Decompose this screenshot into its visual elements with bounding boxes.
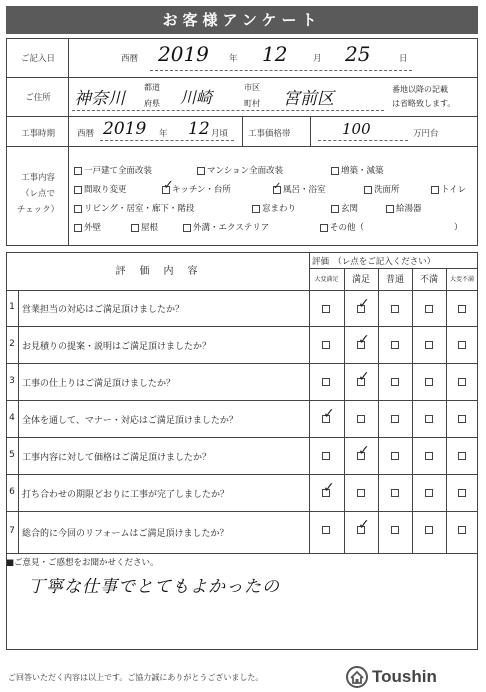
option-11[interactable]: 玄関: [331, 202, 358, 214]
option-9[interactable]: リビング・居室・廊下・階段: [74, 202, 194, 214]
row-divider: [6, 511, 478, 512]
rating-checkbox[interactable]: [322, 378, 330, 386]
rating-checkbox[interactable]: [425, 489, 433, 497]
option-15[interactable]: 外溝・エクステリア: [183, 221, 269, 233]
question-number: 7: [9, 526, 15, 536]
comments-label: ■ご意見・ご感想をお聞かせください。: [6, 558, 159, 568]
rating-checkbox[interactable]: [425, 378, 433, 386]
rating-checkbox[interactable]: [458, 305, 466, 313]
question-number: 1: [9, 302, 15, 312]
comments-text[interactable]: 丁寧な仕事でとてもよかったの: [28, 577, 280, 597]
rating-checkbox[interactable]: [458, 526, 466, 534]
scale-very-dissatisfied: 大変不満: [449, 276, 474, 283]
question-text: 全体を通して、マナー・対応はご満足頂けましたか？: [22, 416, 238, 426]
checkbox[interactable]: [431, 186, 439, 194]
check-mark-icon: ✓: [358, 331, 370, 348]
toushin-logo-icon: [346, 666, 368, 688]
price-line: [318, 140, 408, 141]
option-12[interactable]: 給湯器: [386, 202, 422, 214]
checkbox[interactable]: [74, 186, 82, 194]
rating-checkbox[interactable]: [391, 489, 399, 497]
checkbox[interactable]: [197, 167, 205, 175]
rating-checkbox[interactable]: [425, 341, 433, 349]
rating-checkbox[interactable]: [357, 489, 365, 497]
rating-checkbox[interactable]: [425, 452, 433, 460]
work-period-line: [100, 140, 234, 141]
price-divider: [242, 116, 243, 146]
checkbox[interactable]: [74, 167, 82, 175]
check-mark-icon: ✓: [358, 516, 370, 533]
checkbox[interactable]: [131, 224, 139, 232]
option-8[interactable]: トイレ: [431, 183, 466, 195]
comments-box: [6, 554, 478, 650]
row-divider: [6, 77, 478, 78]
option-16[interactable]: その他（: [320, 221, 364, 233]
rating-checkbox[interactable]: [322, 305, 330, 313]
rating-checkbox[interactable]: [458, 489, 466, 497]
rating-checkbox[interactable]: [391, 452, 399, 460]
option-3[interactable]: 増築・減築: [331, 164, 384, 176]
option-6[interactable]: ✓ 風呂・浴室: [273, 180, 326, 195]
fill-date-year-unit: 年: [229, 54, 238, 64]
option-4[interactable]: 間取り変更: [74, 183, 127, 195]
address-note-2: は省略致します。: [392, 99, 456, 108]
work-content-label-1: 工事内容: [20, 173, 55, 183]
question-number: 4: [9, 413, 15, 423]
address-ward[interactable]: 宮前区: [283, 89, 334, 109]
evaluation-table: [6, 252, 478, 554]
fill-date-day[interactable]: 25: [345, 42, 371, 66]
rating-checkbox[interactable]: [425, 305, 433, 313]
rating-checkbox[interactable]: [322, 526, 330, 534]
number-col-line: [18, 290, 19, 554]
rating-checkbox[interactable]: [391, 305, 399, 313]
question-number: 6: [9, 487, 15, 497]
question-number: 2: [9, 339, 15, 349]
check-mark-icon: ✓: [323, 405, 335, 422]
option-10[interactable]: 窓まわり: [252, 202, 296, 214]
checkbox[interactable]: [331, 205, 339, 213]
address-city[interactable]: 川崎: [180, 88, 213, 107]
check-mark-icon: ✓: [323, 479, 335, 496]
city-suffix-bottom: 町村: [244, 99, 260, 108]
scale-very-satisfied: 大変満足: [314, 276, 339, 283]
work-period-month[interactable]: 12: [188, 119, 210, 139]
address-line: [72, 110, 384, 111]
price-divider: [310, 116, 311, 146]
question-text: 営業担当の対応はご満足頂けましたか？: [22, 305, 185, 315]
price-value[interactable]: 100: [342, 120, 371, 138]
checkbox[interactable]: [364, 186, 372, 194]
rating-checkbox[interactable]: [357, 415, 365, 423]
checkbox[interactable]: [320, 224, 328, 232]
fill-date-day-unit: 日: [399, 54, 408, 64]
row-divider: [6, 474, 478, 475]
work-period-label: 工事時期: [20, 129, 55, 139]
fill-date-era: 西暦: [121, 54, 139, 64]
question-text: 打ち合わせの期限どおりに工事が完了しましたか？: [22, 490, 230, 500]
rating-checkbox[interactable]: [458, 378, 466, 386]
fill-date-year[interactable]: 2019: [158, 42, 209, 66]
rating-checkbox[interactable]: [425, 415, 433, 423]
brand-name: Toushin: [372, 667, 437, 686]
check-mark-icon: ✓: [358, 295, 370, 312]
question-text: 総合的に今回のリフォームはご満足頂けましたか？: [22, 529, 229, 539]
fill-date-month-unit: 月: [313, 54, 322, 64]
checkbox[interactable]: [74, 205, 82, 213]
question-text: 工事の仕上りはご満足頂けましたか？: [22, 379, 176, 389]
eval-content-header: 評 価 内 容: [115, 266, 200, 277]
price-label: 工事価格帯: [248, 129, 291, 139]
fill-date-label: ご記入日: [20, 54, 55, 64]
row-divider: [6, 326, 478, 327]
fill-date-month[interactable]: 12: [262, 42, 288, 66]
scale-neutral: 普通: [385, 275, 404, 285]
rating-checkbox[interactable]: [391, 415, 399, 423]
question-number: 5: [9, 450, 15, 460]
row-divider: [6, 363, 478, 364]
rating-checkbox[interactable]: [322, 341, 330, 349]
option-2[interactable]: マンション全面改装: [197, 164, 283, 176]
rating-checkbox[interactable]: [391, 526, 399, 534]
pref-suffix-top: 都道: [144, 83, 160, 92]
pref-suffix-bottom: 府県: [144, 99, 160, 108]
checkbox[interactable]: [331, 167, 339, 175]
rating-checkbox[interactable]: [322, 452, 330, 460]
option-5[interactable]: ✓ キッチン・台所: [163, 177, 231, 195]
rating-checkbox[interactable]: [425, 526, 433, 534]
rating-checkbox[interactable]: [391, 378, 399, 386]
option-14[interactable]: 屋根: [131, 221, 158, 233]
work-content-label-3: チェック）: [16, 205, 60, 215]
work-content-label-2: （レ点で: [20, 189, 55, 199]
work-period-year[interactable]: 2019: [103, 119, 147, 139]
option-1[interactable]: 一戸建て全面改装: [74, 164, 152, 176]
rating-checkbox[interactable]: [458, 341, 466, 349]
check-mark-icon: ✓: [358, 368, 370, 385]
checkbox[interactable]: [74, 224, 82, 232]
address-prefecture[interactable]: 神奈川: [74, 89, 125, 109]
rating-checkbox[interactable]: [458, 452, 466, 460]
row-divider: [6, 146, 478, 147]
eval-divider: [309, 252, 310, 554]
checkbox-checked[interactable]: ✓: [163, 177, 174, 193]
address-label: ご住所: [25, 93, 51, 103]
row-divider: [6, 400, 478, 401]
work-content-label: [10, 170, 66, 218]
work-period-era: 西暦: [77, 129, 95, 139]
other-close: ）: [454, 223, 463, 233]
question-text: お見積りの提案・説明はご満足頂けましたか？: [22, 342, 212, 352]
option-7[interactable]: 洗面所: [364, 183, 400, 195]
eval-rating-header: 評価 （レ点をご記入ください）: [312, 257, 436, 267]
checkbox[interactable]: [386, 205, 394, 213]
scale-dissatisfied: 不満: [419, 275, 438, 285]
row-divider: [6, 437, 478, 438]
work-period-year-unit: 年: [159, 129, 168, 139]
price-unit: 万円台: [413, 129, 439, 139]
row-divider: [6, 290, 478, 291]
check-mark-icon: ✓: [358, 442, 370, 459]
scale-satisfied: 満足: [351, 275, 370, 285]
address-note-1: 番地以降の記載: [392, 85, 448, 94]
option-13[interactable]: 外壁: [74, 221, 101, 233]
footer-note: ご回答いただく内容は以上です。ご協力誠にありがとうございました。: [8, 673, 264, 682]
city-suffix-top: 市区: [244, 83, 260, 92]
checkbox[interactable]: [183, 224, 191, 232]
question-number: 3: [9, 376, 15, 386]
info-label-divider: [68, 38, 69, 246]
rating-checkbox[interactable]: [458, 415, 466, 423]
checkbox-checked[interactable]: ✓: [273, 180, 282, 192]
work-period-month-unit: 月頃: [211, 129, 229, 139]
scale-divider: [309, 268, 478, 269]
rating-checkbox[interactable]: [391, 341, 399, 349]
survey-title: お客様アンケート: [6, 6, 478, 34]
checkbox[interactable]: [252, 205, 260, 213]
question-text: 工事内容に対して価格はご満足頂けましたか？: [22, 453, 212, 463]
fill-date-line: [150, 70, 412, 71]
